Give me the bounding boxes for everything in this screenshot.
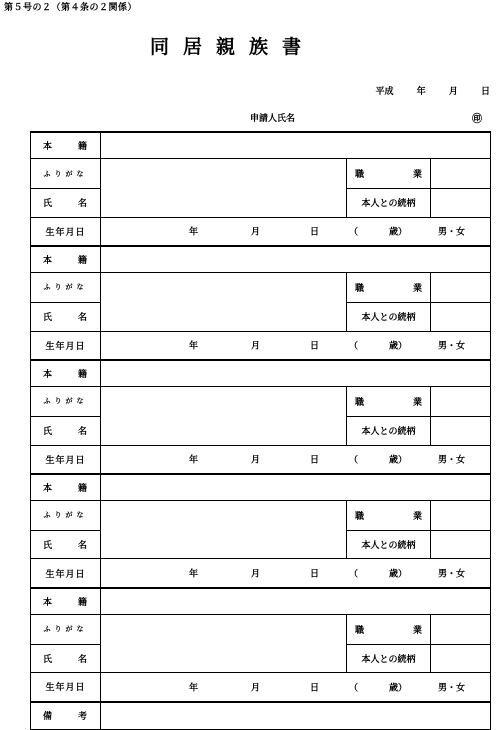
honseki-field[interactable] (101, 132, 491, 159)
gender: 男・女 (438, 341, 466, 352)
occupation-field[interactable] (431, 159, 491, 189)
birth-month: 月 (251, 455, 261, 466)
furigana-label: ふりがな (31, 273, 101, 303)
age-close: 歳） (389, 341, 408, 352)
honseki-field[interactable] (101, 246, 491, 273)
relationship-label: 本人との続柄 (347, 188, 431, 217)
age-open: （ (349, 227, 359, 238)
birth-day: 日 (310, 227, 320, 238)
entry-5-birth-row (31, 673, 491, 702)
entry-3-birth-row (31, 445, 491, 474)
occupation-field[interactable] (431, 387, 491, 417)
age-open: （ (349, 455, 359, 466)
birth-day: 日 (310, 683, 320, 694)
age-open: （ (349, 569, 359, 580)
honseki-field[interactable] (101, 474, 491, 501)
entry-3-honseki-row (31, 360, 491, 387)
shimei-label: 氏名 (31, 530, 101, 559)
birth-month: 月 (251, 569, 261, 580)
age-open: （ (349, 683, 359, 694)
birthdate-field[interactable] (101, 217, 491, 246)
entry-4-birth-row (31, 559, 491, 588)
birthdate-field[interactable] (101, 673, 491, 702)
honseki-label: 本籍 (31, 246, 101, 273)
birth-month: 月 (251, 227, 261, 238)
entry-1-honseki-row (31, 132, 491, 159)
remarks-field[interactable] (101, 702, 491, 730)
birthdate-label: 生年月日 (31, 559, 101, 588)
occupation-label: 職業 (347, 500, 431, 530)
remarks-row (31, 702, 491, 730)
birth-day: 日 (310, 569, 320, 580)
entry-2-honseki-row (31, 246, 491, 273)
occupation-label: 職業 (347, 387, 431, 417)
relationship-field[interactable] (431, 416, 491, 445)
birthdate-field[interactable] (101, 331, 491, 360)
furigana-label: ふりがな (31, 614, 101, 644)
age-close: 歳） (389, 569, 408, 580)
birth-year: 年 (189, 227, 199, 238)
entry-2-birth-row (31, 331, 491, 360)
birthdate-label: 生年月日 (31, 445, 101, 474)
date-year: 年 (416, 87, 426, 97)
form-number: 第５号の２（第４条の２関係） (4, 3, 138, 13)
birthdate-field[interactable] (101, 445, 491, 474)
gender: 男・女 (438, 569, 466, 580)
relationship-field[interactable] (431, 302, 491, 331)
occupation-field[interactable] (431, 500, 491, 530)
birth-day: 日 (310, 341, 320, 352)
shimei-label: 氏名 (31, 644, 101, 673)
honseki-field[interactable] (101, 360, 491, 387)
relationship-label: 本人との続柄 (347, 416, 431, 445)
age-open: （ (349, 341, 359, 352)
furigana-label: ふりがな (31, 159, 101, 189)
relationship-field[interactable] (431, 644, 491, 673)
birthdate-label: 生年月日 (31, 331, 101, 360)
family-table (30, 131, 491, 730)
entry-3-furigana-row (31, 387, 491, 417)
seal-mark: ㊞ (472, 114, 482, 125)
birth-year: 年 (189, 455, 199, 466)
occupation-label: 職業 (347, 159, 431, 189)
relationship-label: 本人との続柄 (347, 644, 431, 673)
shimei-label: 氏名 (31, 188, 101, 217)
name-field[interactable] (101, 614, 347, 673)
applicant-name-label: 申請人氏名 (250, 114, 296, 124)
honseki-label: 本籍 (31, 360, 101, 387)
honseki-field[interactable] (101, 588, 491, 615)
birthdate-label: 生年月日 (31, 217, 101, 246)
age-close: 歳） (389, 455, 408, 466)
birth-year: 年 (189, 569, 199, 580)
entry-1-birth-row (31, 217, 491, 246)
date-era: 平成 (375, 87, 394, 97)
date-month: 月 (448, 87, 458, 97)
birth-year: 年 (189, 341, 199, 352)
entry-5-honseki-row (31, 588, 491, 615)
gender: 男・女 (438, 683, 466, 694)
entry-5-furigana-row (31, 614, 491, 644)
occupation-label: 職業 (347, 614, 431, 644)
name-field[interactable] (101, 387, 347, 446)
relationship-label: 本人との続柄 (347, 530, 431, 559)
birth-day: 日 (310, 455, 320, 466)
shimei-label: 氏名 (31, 416, 101, 445)
relationship-field[interactable] (431, 530, 491, 559)
document-title: 同居親族書 (150, 36, 316, 58)
date-day: 日 (480, 87, 490, 97)
gender: 男・女 (438, 227, 466, 238)
birth-year: 年 (189, 683, 199, 694)
shimei-label: 氏名 (31, 302, 101, 331)
furigana-label: ふりがな (31, 500, 101, 530)
honseki-label: 本籍 (31, 474, 101, 501)
furigana-label: ふりがな (31, 387, 101, 417)
relationship-field[interactable] (431, 188, 491, 217)
honseki-label: 本籍 (31, 588, 101, 615)
entry-4-furigana-row (31, 500, 491, 530)
occupation-field[interactable] (431, 614, 491, 644)
age-close: 歳） (389, 683, 408, 694)
entry-4-honseki-row (31, 474, 491, 501)
date-line (356, 84, 490, 97)
birth-month: 月 (251, 341, 261, 352)
occupation-field[interactable] (431, 273, 491, 303)
entry-2-furigana-row (31, 273, 491, 303)
birth-month: 月 (251, 683, 261, 694)
birthdate-field[interactable] (101, 559, 491, 588)
gender: 男・女 (438, 455, 466, 466)
age-close: 歳） (389, 227, 408, 238)
remarks-label: 備考 (31, 702, 101, 730)
name-field[interactable] (101, 273, 347, 332)
occupation-label: 職業 (347, 273, 431, 303)
family-table-body (31, 132, 491, 730)
birthdate-label: 生年月日 (31, 673, 101, 702)
entry-1-furigana-row (31, 159, 491, 189)
name-field[interactable] (101, 500, 347, 559)
relationship-label: 本人との続柄 (347, 302, 431, 331)
name-field[interactable] (101, 159, 347, 218)
honseki-label: 本籍 (31, 132, 101, 159)
